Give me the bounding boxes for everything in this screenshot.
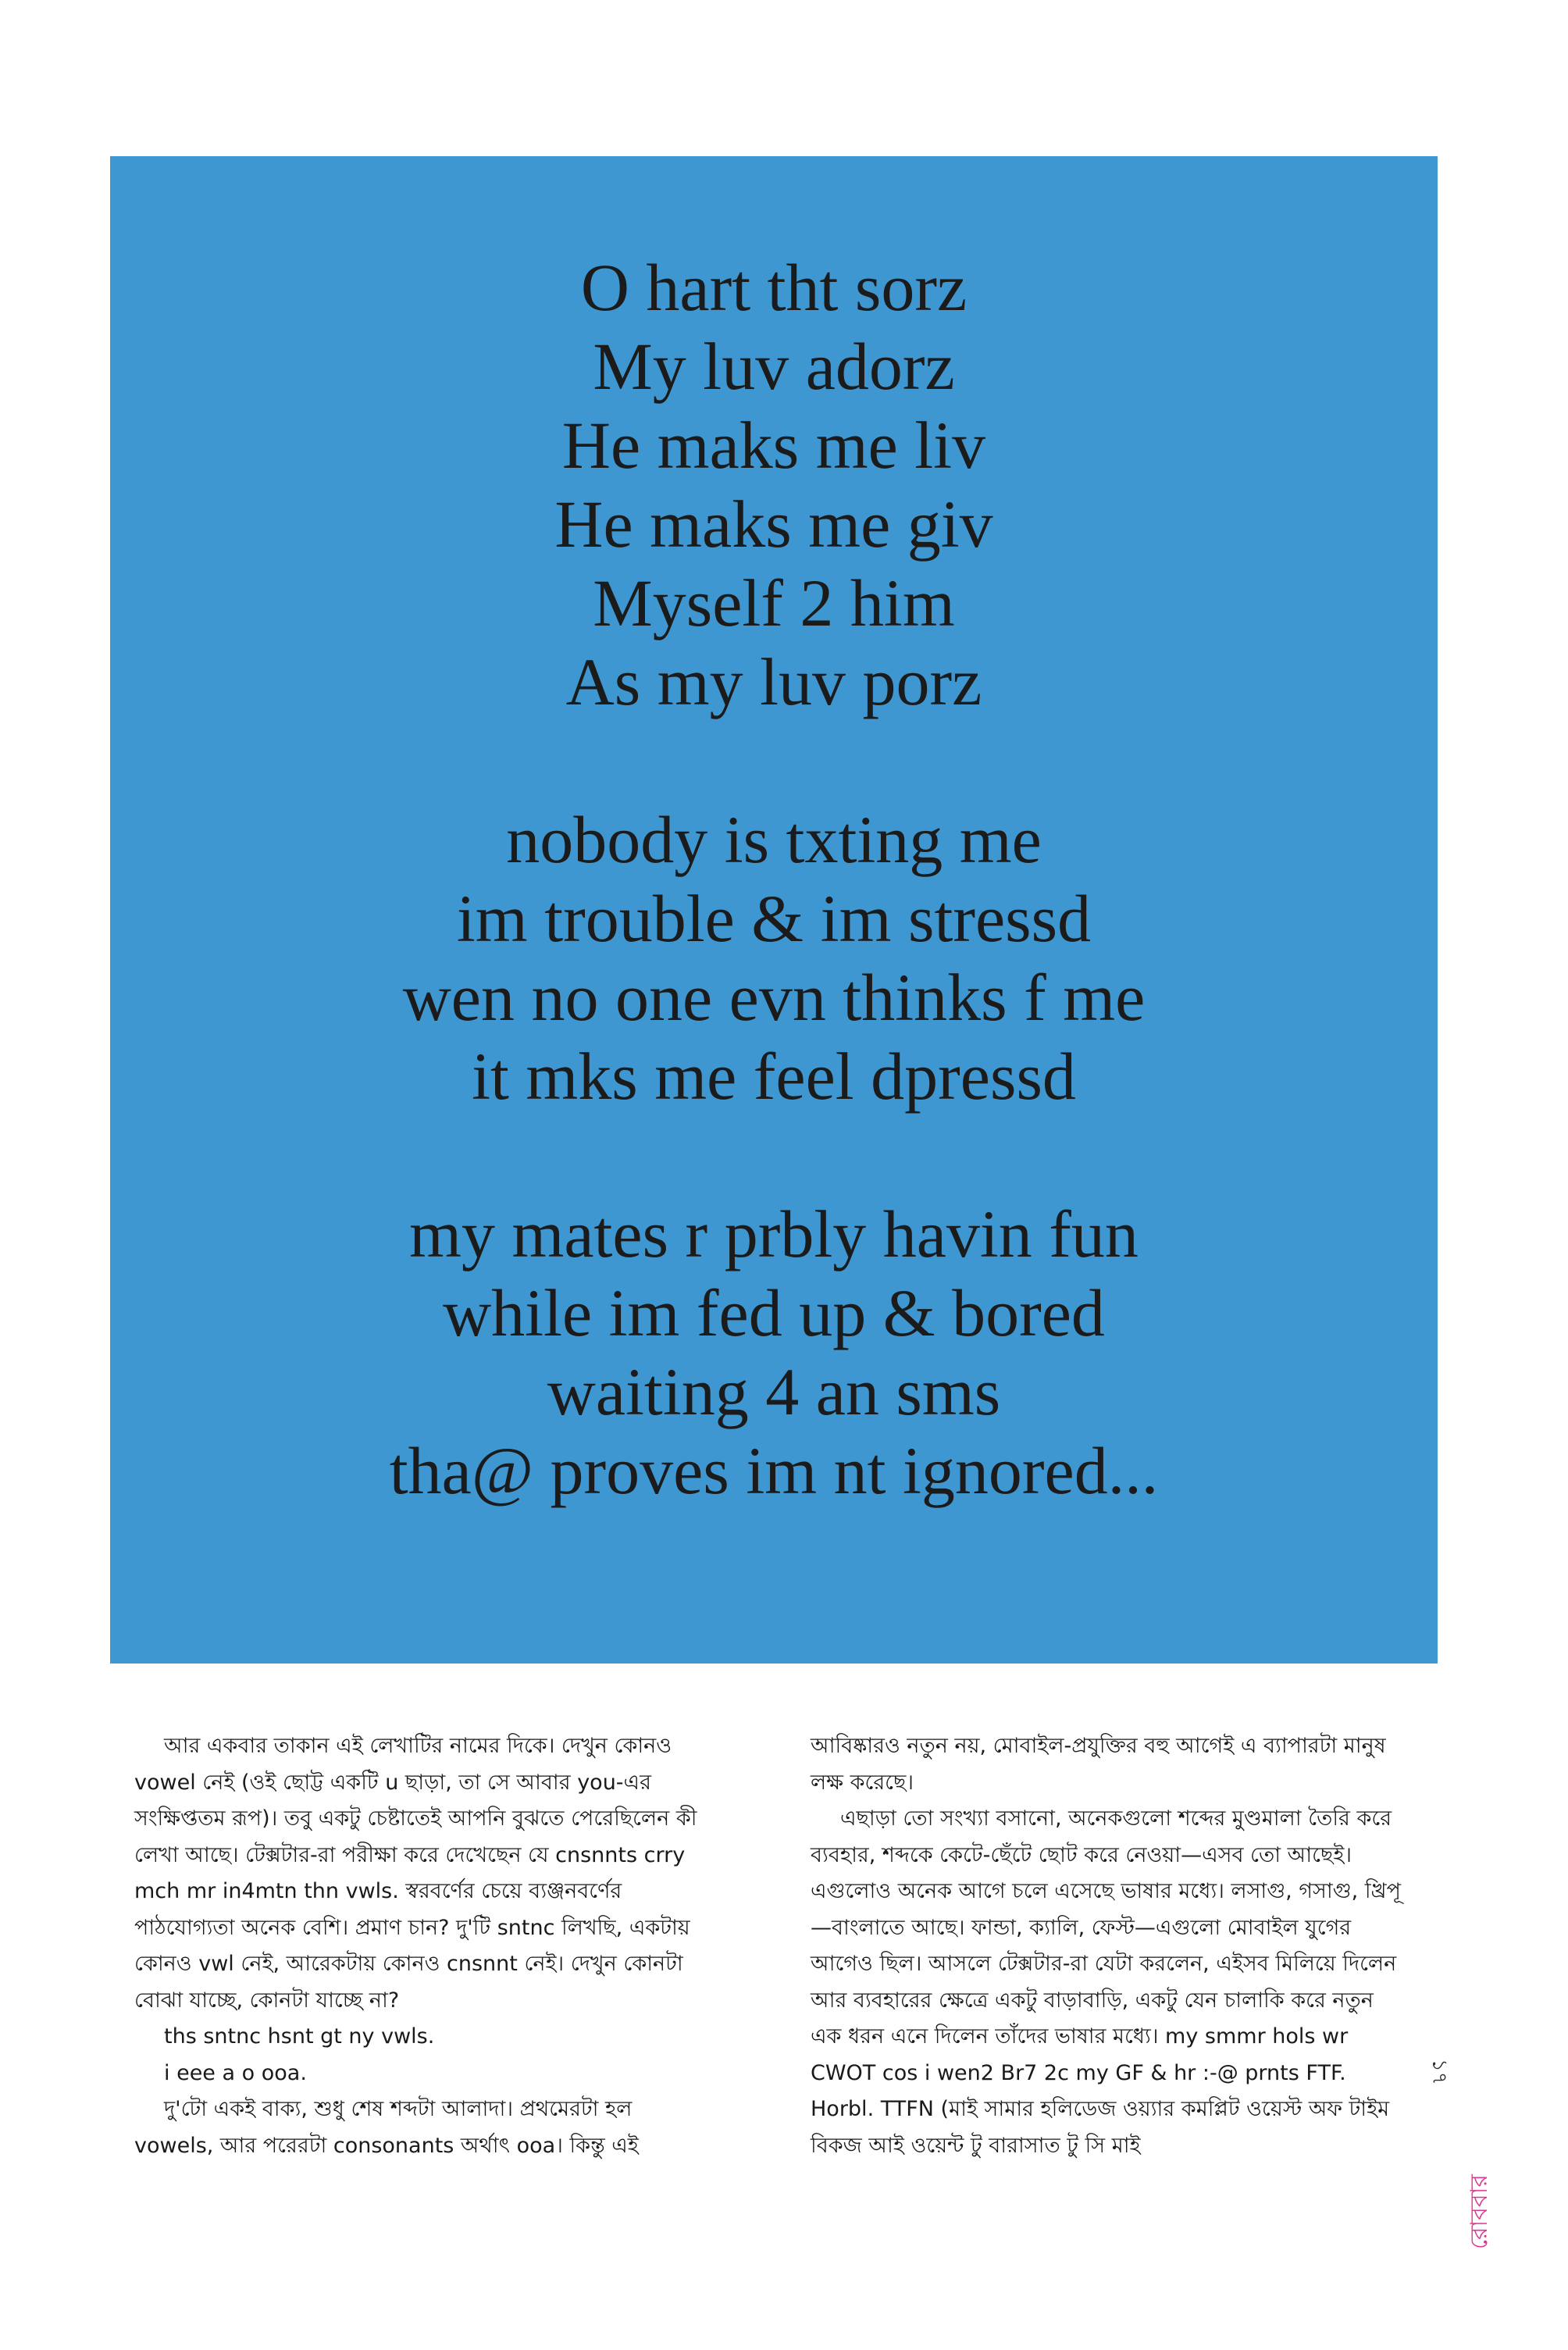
poem-line: while im fed up & bored bbox=[443, 1275, 1105, 1350]
article-column-left bbox=[134, 1728, 712, 2164]
poem-line: He maks me giv bbox=[554, 487, 993, 562]
poem-line: He maks me liv bbox=[561, 408, 986, 483]
poem-stanza-2 bbox=[110, 801, 1438, 1116]
example-sentence-no-vowels: ths sntnc hsnt gt ny vwls. bbox=[164, 2024, 435, 2049]
poem-line: tha@ proves im nt ignored... bbox=[389, 1433, 1159, 1508]
article-column-right bbox=[811, 1728, 1404, 2164]
page-number: ১৭ bbox=[1427, 2059, 1451, 2085]
article-paragraph: এছাড়া তো সংখ্যা বসানো, অনেকগুলো শব্দের মুণ্ডমালা তৈরি করে ব্যবহার, শব্দকে কেটে-ছেঁটে ছোট করে নেওয়া—এসব তো আছেই। এগুলোও অনেক আগে চলে এসেছে ভাষার মধ্যে। লসাগু, গসাগু, খ্রিপূ—বাংলাতে আছে। ফান্ডা, ক্যালি, ফেস্ট—এগুলো মোবাইল যুগের আগেও ছিল। আসলে টেক্সটার-রা যেটা করলেন, এইসব মিলিয়ে দিলেন আর ব্যবহারের ক্ষেত্রে একটু বাড়াবাড়ি, একটু যেন চালাকি করে নতুন এক ধরন এনে দিলেন তাঁদের ভাষার মধ্যে। my smmr hols wr CWOT cos i wen2 Br7 2c my GF & hr :-@ prnts FTF. Horbl. TTFN (মাই সামার হলিডেজ ওয়্যার কমপ্লিট ওয়েস্ট অফ টাইম বিকজ আই ওয়েন্ট টু বারাসাত টু সি মাই bbox=[811, 1806, 1401, 2158]
article-paragraph: আর একবার তাকান এই লেখাটির নামের দিকে। দেখুন কোনও vowel নেই (ওই ছোট্ট একটি u ছাড়া, তা সে আবার you-এর সংক্ষিপ্ততম রূপ)। তবু একটু চেষ্টাতেই আপনি বুঝতে পেরেছিলেন কী লেখা আছে। টেক্সটার-রা পরীক্ষা করে দেখেছেন যে cnsnnts crry mch mr in4mtn thn vwls. স্বরবর্ণের চেয়ে ব্যঞ্জনবর্ণের পাঠযোগ্যতা অনেক বেশি। প্রমাণ চান? দু'টি sntnc লিখছি, একটায় কোনও vwl নেই, আরেকটায় কোনও cnsnnt নেই। দেখুন কোনটা বোঝা যাচ্ছে, কোনটা যাচ্ছে না? bbox=[134, 1734, 697, 2013]
poem-line: waiting 4 an sms bbox=[547, 1354, 1001, 1429]
poem-line: nobody is txting me bbox=[506, 802, 1042, 877]
poem-stanza-1 bbox=[110, 248, 1438, 722]
poem-line: my mates r prbly havin fun bbox=[409, 1196, 1139, 1271]
poem-line: it mks me feel dpressd bbox=[472, 1039, 1076, 1114]
poem-line: im trouble & im stressd bbox=[456, 881, 1092, 956]
article-paragraph: আবিষ্কারও নতুন নয়, মোবাইল-প্রযুক্তির বহু আগেই এ ব্যাপারটা মানুষ লক্ষ করেছে। bbox=[811, 1734, 1386, 1795]
example-sentence-no-consonants: i eee a o ooa. bbox=[164, 2060, 307, 2085]
magazine-name: রোববার bbox=[1466, 2174, 1493, 2249]
poem-line: O hart tht sorz bbox=[580, 250, 968, 325]
poem-panel bbox=[110, 156, 1438, 1664]
poem bbox=[110, 248, 1438, 1510]
poem-line: wen no one evn thinks f me bbox=[402, 960, 1146, 1035]
poem-line: Myself 2 him bbox=[593, 565, 955, 640]
poem-line: My luv adorz bbox=[593, 329, 955, 404]
poem-stanza-3 bbox=[110, 1195, 1438, 1510]
poem-line: As my luv porz bbox=[565, 644, 982, 719]
article-paragraph: দু'টো একই বাক্য, শুধু শেষ শব্দটা আলাদা। প্রথমেরটা হল vowels, আর পরেরটা consonants অর্থাৎ ooa। কিন্তু এই bbox=[134, 2097, 639, 2158]
